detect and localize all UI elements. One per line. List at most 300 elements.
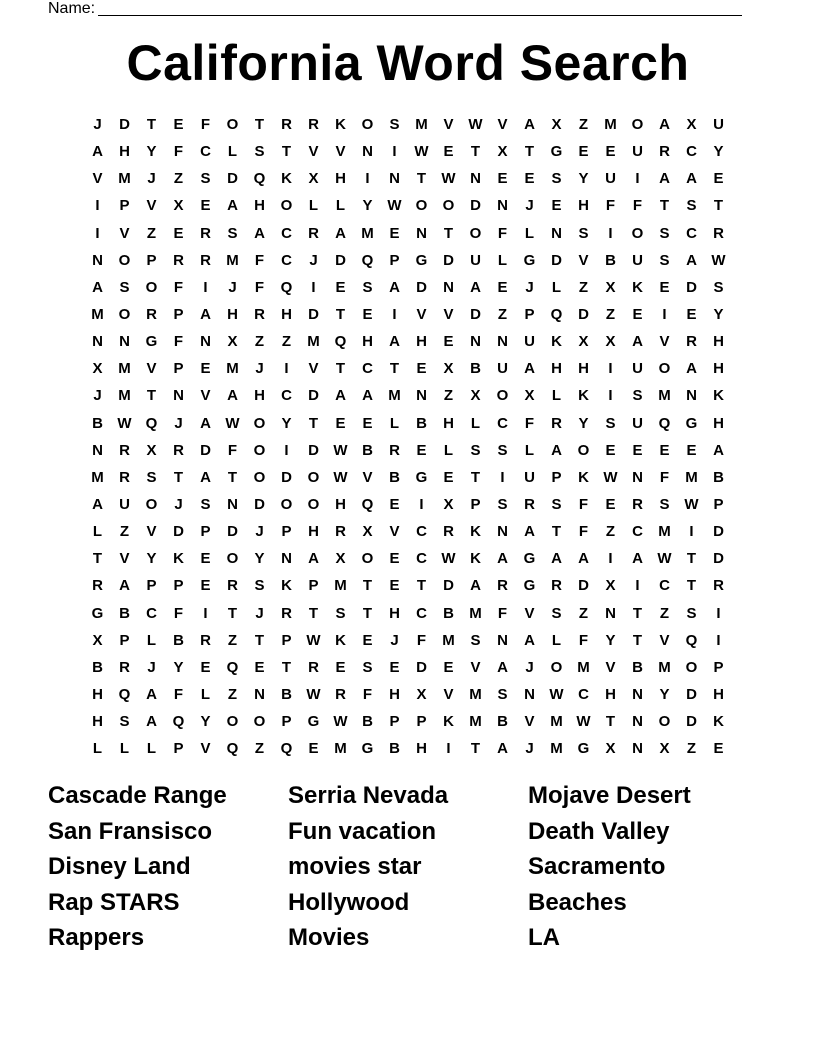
grid-letter: X — [686, 116, 697, 133]
grid-letter: G — [415, 251, 428, 269]
grid-letter: S — [551, 604, 562, 622]
grid-letter: D — [227, 170, 238, 188]
grid-letter: V — [308, 360, 319, 378]
grid-letter: T — [524, 143, 535, 161]
grid-letter: T — [335, 305, 346, 323]
grid-letter: O — [145, 495, 158, 513]
grid-letter: J — [525, 740, 534, 758]
grid-letter: C — [146, 604, 157, 622]
grid-letter: I — [284, 441, 289, 459]
grid-letter: L — [119, 740, 130, 758]
grid-letter: V — [146, 197, 157, 215]
grid-letter: A — [227, 387, 238, 405]
grid-letter: V — [146, 360, 157, 378]
grid-letter: K — [470, 523, 481, 541]
grid-letter: N — [281, 550, 292, 568]
grid-letter: S — [200, 170, 211, 188]
grid-letter: R — [119, 441, 130, 459]
grid-letter: T — [632, 631, 643, 649]
grid-letter: M — [226, 360, 239, 378]
grid-letter: X — [146, 441, 157, 459]
grid-letter: V — [200, 387, 211, 405]
grid-letter: T — [443, 224, 454, 242]
grid-letter: N — [119, 333, 130, 351]
grid-letter: I — [716, 631, 721, 649]
grid-letter: I — [689, 523, 694, 541]
grid-letter: A — [335, 224, 346, 242]
grid-letter: J — [255, 523, 264, 541]
grid-letter: F — [605, 197, 616, 215]
word-list-item: Rap STARS — [48, 888, 180, 916]
grid-letter: A — [308, 550, 319, 568]
grid-letter: Z — [605, 523, 616, 541]
grid-letter: Q — [145, 414, 158, 432]
grid-letter: C — [281, 224, 292, 242]
grid-letter: T — [254, 631, 265, 649]
grid-letter: A — [200, 468, 211, 486]
grid-letter: L — [92, 523, 103, 541]
grid-letter: J — [147, 170, 156, 188]
grid-letter: M — [307, 333, 320, 351]
grid-letter: X — [362, 523, 373, 541]
grid-letter: S — [362, 278, 373, 296]
grid-letter: Q — [226, 658, 239, 676]
grid-letter: B — [632, 658, 643, 676]
grid-letter: Y — [146, 143, 157, 161]
grid-letter: O — [442, 197, 455, 215]
grid-letter: W — [603, 468, 618, 486]
grid-letter: A — [713, 441, 724, 459]
grid-letter: D — [254, 495, 265, 513]
grid-letter: C — [578, 685, 589, 703]
word-list-item: Cascade Range — [48, 782, 227, 809]
grid-letter: M — [91, 468, 104, 486]
grid-letter: R — [443, 523, 454, 541]
grid-letter: I — [446, 740, 451, 758]
grid-letter: I — [311, 278, 316, 296]
grid-letter: E — [497, 278, 508, 296]
grid-letter: P — [524, 305, 535, 323]
grid-letter: W — [333, 713, 348, 731]
grid-letter: A — [524, 116, 535, 133]
grid-letter: E — [389, 550, 400, 568]
grid-letter: A — [686, 170, 697, 188]
grid-letter: H — [605, 685, 616, 703]
grid-letter: J — [525, 278, 534, 296]
grid-letter: M — [604, 116, 617, 133]
grid-letter: P — [119, 631, 130, 649]
grid-letter: B — [281, 685, 292, 703]
grid-letter: S — [470, 631, 481, 649]
grid-letter: T — [146, 116, 157, 133]
grid-letter: O — [145, 278, 158, 296]
grid-letter: I — [284, 360, 289, 378]
grid-letter: V — [470, 658, 481, 676]
grid-letter: N — [92, 441, 103, 459]
grid-letter: H — [119, 143, 130, 161]
grid-letter: F — [497, 604, 508, 622]
grid-letter: X — [443, 360, 454, 378]
grid-letter: A — [362, 387, 373, 405]
grid-letter: R — [335, 685, 346, 703]
grid-letter: H — [713, 333, 724, 351]
grid-letter: M — [91, 305, 104, 323]
grid-letter: T — [281, 658, 292, 676]
grid-letter: J — [255, 604, 264, 622]
grid-letter: Y — [173, 658, 184, 676]
grid-letter: M — [550, 713, 563, 731]
grid-letter: O — [658, 713, 671, 731]
grid-letter: T — [686, 550, 697, 568]
grid-letter: S — [119, 278, 130, 296]
grid-letter: Z — [578, 604, 589, 622]
grid-letter: R — [173, 441, 184, 459]
grid-letter: E — [254, 658, 265, 676]
grid-letter: U — [497, 360, 508, 378]
grid-letter: E — [173, 116, 184, 133]
grid-letter: S — [659, 251, 670, 269]
grid-letter: I — [635, 577, 640, 595]
grid-letter: L — [443, 441, 454, 459]
grid-letter: R — [713, 577, 724, 595]
grid-letter: S — [578, 224, 589, 242]
grid-letter: Q — [118, 685, 131, 703]
grid-letter: M — [658, 387, 671, 405]
grid-letter: Q — [172, 713, 185, 731]
grid-letter: O — [658, 360, 671, 378]
grid-letter: R — [281, 116, 292, 133]
grid-letter: X — [227, 333, 238, 351]
name-line — [98, 14, 742, 16]
grid-letter: O — [253, 713, 266, 731]
grid-letter: C — [362, 360, 373, 378]
word-list-item: Hollywood — [288, 888, 410, 916]
grid-letter: P — [281, 713, 292, 731]
grid-letter: P — [146, 251, 157, 269]
grid-letter: Z — [659, 604, 670, 622]
grid-letter: V — [146, 523, 157, 541]
word-list-item: LA — [528, 924, 560, 952]
grid-letter: H — [254, 197, 265, 215]
grid-letter: F — [173, 604, 184, 622]
grid-letter: D — [173, 523, 184, 541]
grid-letter: Z — [119, 523, 130, 541]
grid-letter: C — [686, 143, 697, 161]
grid-letter: P — [146, 577, 157, 595]
grid-letter: H — [551, 360, 562, 378]
grid-letter: L — [227, 143, 238, 161]
grid-letter: A — [200, 414, 211, 432]
grid-letter: O — [226, 116, 239, 133]
grid-letter: O — [685, 658, 698, 676]
grid-letter: P — [281, 631, 292, 649]
grid-letter: B — [416, 414, 427, 432]
grid-letter: Q — [361, 495, 374, 513]
grid-letter: Q — [334, 333, 347, 351]
grid-letter: E — [335, 658, 346, 676]
grid-letter: D — [227, 523, 238, 541]
grid-letter: S — [497, 495, 508, 513]
grid-letter: D — [119, 116, 130, 133]
grid-letter: N — [254, 685, 265, 703]
grid-letter: R — [308, 116, 319, 133]
grid-letter: S — [713, 278, 724, 296]
grid-letter: K — [632, 278, 643, 296]
grid-letter: X — [659, 740, 670, 758]
grid-letter: D — [578, 305, 589, 323]
grid-letter: S — [470, 441, 481, 459]
grid-letter: P — [173, 740, 184, 758]
grid-letter: I — [662, 305, 667, 323]
grid-letter: D — [713, 523, 724, 541]
grid-letter: W — [684, 495, 699, 513]
grid-letter: B — [443, 604, 454, 622]
grid-letter: V — [200, 740, 211, 758]
grid-letter: O — [118, 251, 131, 269]
grid-letter: K — [578, 468, 589, 486]
grid-letter: A — [497, 658, 508, 676]
grid-letter: U — [470, 251, 481, 269]
grid-letter: S — [551, 495, 562, 513]
grid-letter: R — [335, 523, 346, 541]
grid-letter: E — [497, 170, 508, 188]
grid-letter: F — [416, 631, 427, 649]
grid-letter: W — [414, 143, 429, 161]
grid-letter: F — [173, 333, 184, 351]
grid-letter: N — [686, 387, 697, 405]
grid-letter: W — [117, 414, 132, 432]
grid-letter: D — [443, 577, 454, 595]
grid-letter: H — [578, 197, 589, 215]
grid-letter: U — [632, 251, 643, 269]
grid-letter: W — [441, 170, 456, 188]
grid-letter: I — [608, 550, 613, 568]
grid-letter: M — [334, 577, 347, 595]
grid-letter: N — [173, 387, 184, 405]
grid-letter: S — [605, 414, 616, 432]
grid-letter: N — [92, 251, 103, 269]
grid-letter: V — [524, 713, 535, 731]
grid-letter: K — [281, 577, 292, 595]
grid-letter: R — [173, 251, 184, 269]
grid-letter: D — [551, 251, 562, 269]
grid-letter: X — [551, 116, 562, 133]
grid-letter: C — [416, 523, 427, 541]
grid-letter: T — [686, 577, 697, 595]
grid-letter: A — [389, 278, 400, 296]
grid-letter: R — [200, 631, 211, 649]
grid-letter: S — [227, 224, 238, 242]
grid-letter: L — [146, 740, 157, 758]
grid-letter: B — [470, 360, 481, 378]
grid-letter: H — [443, 414, 454, 432]
grid-letter: N — [632, 685, 643, 703]
grid-letter: W — [306, 631, 321, 649]
grid-letter: K — [713, 713, 724, 731]
grid-letter: W — [441, 550, 456, 568]
grid-letter: S — [497, 685, 508, 703]
grid-letter: E — [605, 441, 616, 459]
grid-letter: N — [632, 740, 643, 758]
grid-letter: I — [419, 495, 424, 513]
grid-letter: M — [118, 360, 131, 378]
grid-letter: V — [443, 116, 454, 133]
grid-letter: M — [577, 658, 590, 676]
grid-letter: R — [686, 333, 697, 351]
grid-letter: F — [227, 441, 238, 459]
grid-letter: T — [362, 577, 373, 595]
grid-letter: S — [497, 441, 508, 459]
grid-letter: G — [91, 604, 104, 622]
grid-letter: M — [469, 604, 482, 622]
grid-letter: S — [389, 116, 400, 133]
grid-letter: P — [173, 360, 184, 378]
grid-letter: L — [308, 197, 319, 215]
grid-letter: S — [119, 713, 130, 731]
word-list-item: Beaches — [528, 888, 627, 916]
grid-letter: O — [361, 550, 374, 568]
grid-letter: C — [416, 604, 427, 622]
grid-letter: Q — [226, 740, 239, 758]
grid-letter: H — [578, 360, 589, 378]
grid-letter: T — [632, 604, 643, 622]
grid-letter: I — [392, 143, 397, 161]
grid-letter: N — [605, 604, 616, 622]
grid-letter: P — [389, 251, 400, 269]
grid-letter: C — [686, 224, 697, 242]
grid-letter: E — [335, 278, 346, 296]
grid-letter: Z — [227, 631, 238, 649]
grid-letter: T — [254, 116, 265, 133]
grid-letter: P — [308, 577, 319, 595]
grid-letter: H — [254, 387, 265, 405]
grid-letter: K — [443, 713, 454, 731]
grid-letter: D — [308, 305, 319, 323]
grid-letter: Z — [173, 170, 184, 188]
grid-letter: B — [92, 658, 103, 676]
grid-letter: I — [500, 468, 505, 486]
grid-letter: R — [497, 577, 508, 595]
grid-letter: A — [200, 305, 211, 323]
grid-letter: E — [389, 495, 400, 513]
grid-letter: G — [523, 251, 536, 269]
grid-letter: E — [200, 550, 211, 568]
grid-letter: D — [713, 550, 724, 568]
grid-letter: Z — [281, 333, 292, 351]
grid-letter: B — [92, 414, 103, 432]
grid-letter: Z — [443, 387, 454, 405]
grid-letter: O — [631, 116, 644, 133]
grid-letter: P — [173, 577, 184, 595]
grid-letter: G — [523, 577, 536, 595]
word-list-item: Sacramento — [528, 853, 666, 881]
grid-letter: T — [605, 713, 616, 731]
grid-letter: R — [92, 577, 103, 595]
grid-letter: V — [119, 224, 130, 242]
grid-letter: H — [713, 685, 724, 703]
grid-letter: V — [578, 251, 589, 269]
grid-letter: N — [200, 333, 211, 351]
grid-letter: W — [711, 251, 726, 269]
grid-letter: C — [632, 523, 643, 541]
grid-letter: N — [470, 170, 481, 188]
grid-letter: A — [335, 387, 346, 405]
grid-letter: D — [416, 278, 427, 296]
grid-letter: V — [443, 685, 454, 703]
word-list-item: Serria Nevada — [288, 782, 449, 809]
grid-letter: M — [685, 468, 698, 486]
grid-letter: B — [173, 631, 184, 649]
grid-letter: K — [281, 170, 292, 188]
grid-letter: B — [389, 740, 400, 758]
grid-letter: A — [470, 278, 481, 296]
grid-letter: T — [92, 550, 103, 568]
grid-letter: D — [470, 305, 481, 323]
grid-letter: E — [362, 305, 373, 323]
grid-letter: L — [497, 251, 508, 269]
grid-letter: Q — [280, 278, 293, 296]
grid-letter: W — [657, 550, 672, 568]
grid-letter: A — [524, 523, 535, 541]
word-list-item: Death Valley — [528, 817, 670, 845]
grid-letter: D — [686, 713, 697, 731]
grid-letter: X — [605, 278, 616, 296]
grid-letter: Z — [254, 333, 265, 351]
grid-letter: R — [227, 577, 238, 595]
grid-letter: R — [524, 495, 535, 513]
grid-letter: J — [93, 116, 102, 133]
grid-letter: N — [362, 143, 373, 161]
grid-letter: I — [635, 170, 640, 188]
grid-letter: A — [92, 143, 103, 161]
grid-letter: Q — [361, 251, 374, 269]
grid-letter: E — [389, 577, 400, 595]
grid-letter: F — [254, 278, 265, 296]
grid-letter: E — [200, 197, 211, 215]
grid-letter: T — [659, 197, 670, 215]
grid-letter: N — [92, 333, 103, 351]
grid-letter: U — [605, 170, 616, 188]
grid-letter: X — [605, 740, 616, 758]
grid-letter: Y — [578, 170, 589, 188]
grid-letter: X — [92, 631, 103, 649]
grid-letter: G — [685, 414, 698, 432]
grid-letter: U — [713, 116, 724, 133]
grid-letter: F — [578, 523, 589, 541]
grid-letter: Q — [658, 414, 671, 432]
grid-letter: H — [227, 305, 238, 323]
grid-letter: F — [578, 495, 589, 513]
grid-letter: T — [281, 143, 292, 161]
grid-letter: V — [92, 170, 103, 188]
grid-letter: A — [254, 224, 265, 242]
grid-letter: R — [389, 441, 400, 459]
grid-letter: V — [416, 305, 427, 323]
grid-letter: X — [308, 170, 319, 188]
grid-letter: E — [524, 170, 535, 188]
grid-letter: M — [118, 170, 131, 188]
grid-letter: J — [93, 387, 102, 405]
grid-letter: K — [470, 550, 481, 568]
grid-letter: E — [200, 577, 211, 595]
grid-letter: B — [713, 468, 724, 486]
grid-letter: O — [226, 550, 239, 568]
grid-letter: I — [203, 278, 208, 296]
grid-letter: B — [362, 713, 373, 731]
grid-letter: E — [659, 441, 670, 459]
grid-letter: P — [713, 658, 724, 676]
word-list-item: Rappers — [48, 924, 145, 952]
